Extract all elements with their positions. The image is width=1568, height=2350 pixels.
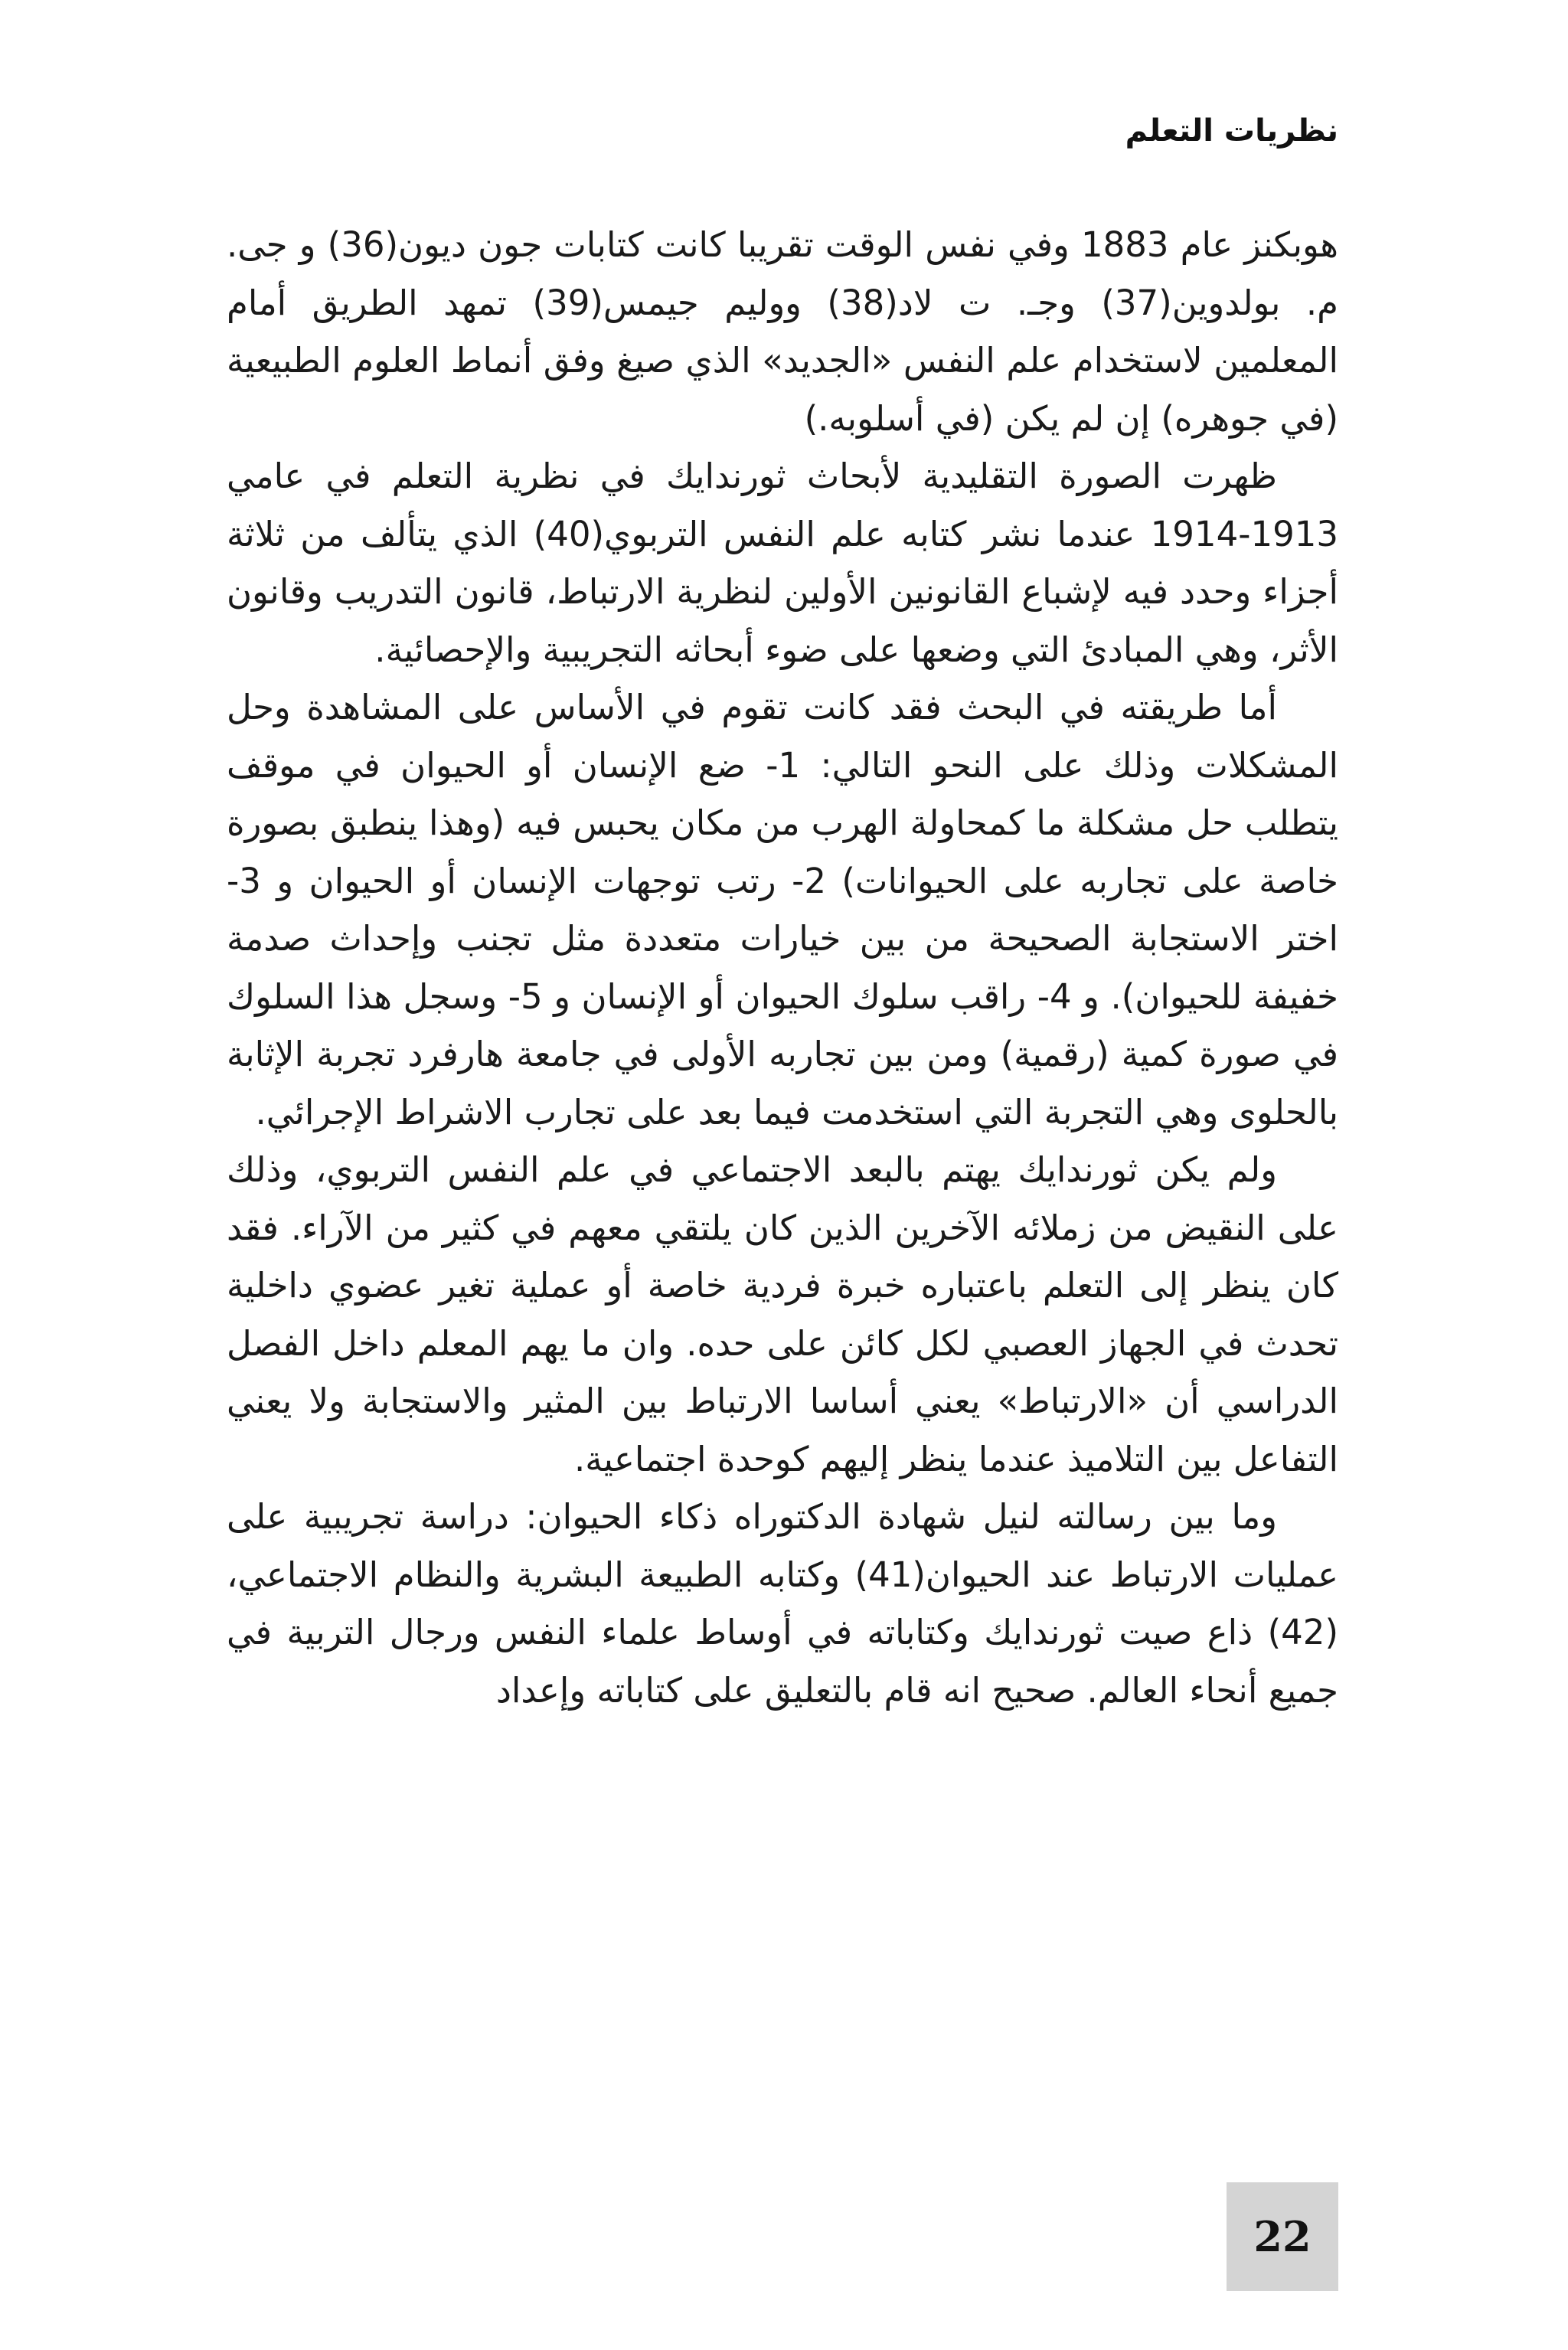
body-text bbox=[227, 216, 1338, 1719]
paragraph-4: ولم يكن ثورندايك يهتم بالبعد الاجتماعي في علم النفس التربوي، وذلك على النقيض من زملائه الآخرين الذين كان يلتقي معهم في كثير من الآراء. فقد كان ينظر إلى التعلم باعتباره خبرة فردية خاصة أو عملية تغير عضوي داخلية تحدث في الجهاز العصبي لكل كائن على حده. وان ما يهم المعلم داخل الفصل الدراسي أن «الارتباط» يعني أساسا الارتباط بين المثير والاستجابة ولا يعني التفاعل بين التلاميذ عندما ينظر إليهم كوحدة اجتماعية. bbox=[227, 1149, 1338, 1479]
page-number: 22 bbox=[1253, 2212, 1312, 2261]
page-number-box bbox=[1227, 2182, 1338, 2291]
paragraph-1: هوبكنز عام 1883 وفي نفس الوقت تقريبا كانت كتابات جون ديون(36) و جى. م. بولدوين(37) وجـ. ت لاد(38) ووليم جيمس(39) تمهد الطريق أمام المعلمين لاستخدام علم النفس «الجديد» الذي صيغ وفق أنماط العلوم الطبيعية (في جوهره) إن لم يكن (في أسلوبه.) bbox=[227, 224, 1338, 439]
paragraph-2: ظهرت الصورة التقليدية لأبحاث ثورندايك في نظرية التعلم في عامي 1913-1914 عندما نشر كتابه علم النفس التربوي(40) الذي يتألف من ثلاثة أجزاء وحدد فيه لإشباع القانونين الأولين لنظرية الارتباط، قانون التدريب وقانون الأثر، وهي المبادئ التي وضعها على ضوء أبحاثه التجريبية والإحصائية. bbox=[227, 456, 1338, 670]
paragraph-3: أما طريقته في البحث فقد كانت تقوم في الأساس على المشاهدة وحل المشكلات وذلك على النحو التالي: 1- ضع الإنسان أو الحيوان في موقف يتطلب حل مشكلة ما كمحاولة الهرب من مكان يحبس فيه (وهذا ينطبق بصورة خاصة على تجاربه على الحيوانات) 2- رتب توجهات الإنسان أو الحيوان و 3- اختر الاستجابة الصحيحة من بين خيارات متعددة مثل تجنب وإحداث صدمة خفيفة للحيوان). و 4- راقب سلوك الحيوان أو الإنسان و 5- وسجل هذا السلوك في صورة كمية (رقمية) ومن بين تجاربه الأولى في جامعة هارفرد تجربة الإثابة بالحلوى وهي التجربة التي استخدمت فيما بعد على تجارب الاشراط الإجرائي. bbox=[227, 687, 1338, 1133]
paragraph-5: وما بين رسالته لنيل شهادة الدكتوراه ذكاء الحيوان: دراسة تجريبية على عمليات الارتباط عند الحيوان(41) وكتابه الطبيعة البشرية والنظام الاجتماعي،(42) ذاع صيت ثورندايك وكتاباته في أوساط علماء النفس ورجال التربية في جميع أنحاء العالم. صحيح انه قام بالتعليق على كتاباته وإعداد bbox=[227, 1496, 1339, 1711]
running-header: نظريات التعلم bbox=[1125, 113, 1338, 149]
